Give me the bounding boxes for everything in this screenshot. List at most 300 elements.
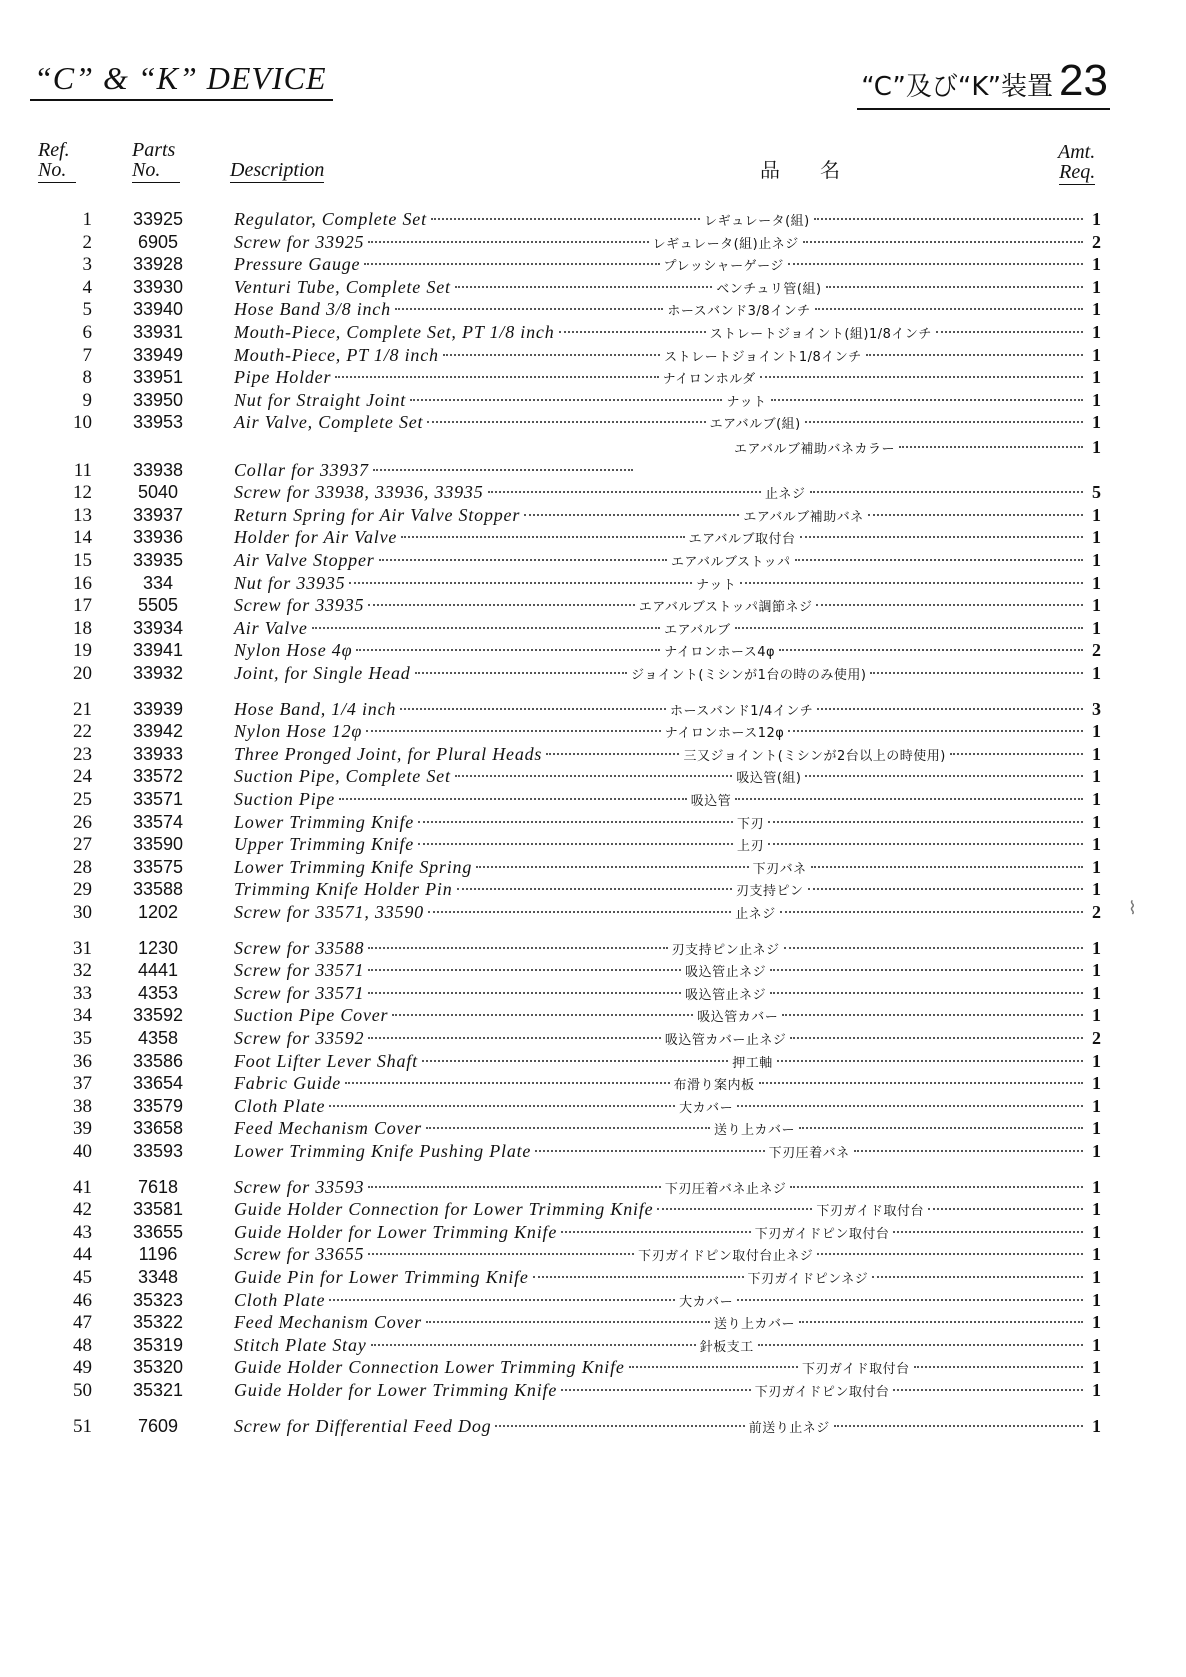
amount-required: 1: [1092, 344, 1101, 365]
description-text: Guide Holder for Lower Trimming Knife: [234, 1221, 558, 1242]
japanese-name: エアバルブ補助バネカラー: [734, 442, 895, 457]
table-row: [0, 460, 1186, 482]
parts-number: 5040: [137, 482, 179, 503]
japanese-name: ストレートジョイント(組)1/8インチ: [709, 327, 932, 342]
japanese-name: 送り上カバー: [713, 1317, 795, 1333]
parts-number: 33950: [132, 389, 184, 410]
japanese-name: ベンチュリ管(組): [716, 281, 822, 297]
description-line: [234, 1380, 1101, 1401]
amt-header-line1: Amt.: [1058, 141, 1096, 163]
parts-number: 33655: [132, 1221, 184, 1242]
ref-number: 37: [73, 1073, 92, 1095]
parts-number: 33942: [132, 721, 184, 742]
ref-number: 29: [73, 879, 92, 901]
table-row: [0, 744, 1186, 766]
table-row: [0, 1335, 1186, 1357]
leader-dots: [368, 604, 635, 606]
ref-number: 41: [73, 1176, 92, 1198]
leader-dots: [740, 582, 1083, 584]
table-row: [0, 390, 1186, 412]
japanese-name: 前送り止ネジ: [748, 1420, 830, 1436]
japanese-name: ストレートジョイント1/8インチ: [664, 349, 862, 365]
japanese-name: 下刃ガイド取付台: [802, 1362, 910, 1378]
ref-number: 7: [82, 344, 92, 366]
description-line: [234, 1028, 1101, 1049]
leader-dots: [629, 1366, 798, 1368]
amount-required: 1: [1092, 1073, 1102, 1094]
leader-dots: [854, 1150, 1083, 1152]
leader-dots: [899, 446, 1083, 448]
leader-dots: [457, 888, 732, 890]
description-text: Upper Trimming Knife: [234, 834, 415, 855]
description-line: [234, 1244, 1101, 1265]
japanese-name: 刃支持ピン: [736, 884, 804, 900]
description-line: [234, 232, 1101, 253]
japanese-name: 吸込管: [690, 794, 732, 809]
leader-dots: [817, 708, 1083, 710]
stray-pen-mark: ⌇: [1128, 898, 1137, 919]
leader-dots: [533, 1276, 744, 1278]
amount-required: 1: [1092, 856, 1101, 877]
amount-required: 1: [1092, 572, 1102, 593]
table-row: [0, 527, 1186, 549]
description-line: [234, 699, 1101, 720]
description-line: [234, 482, 1101, 503]
ref-number: 15: [73, 550, 92, 571]
description-line: [234, 618, 1101, 639]
table-row: [0, 209, 1186, 231]
ref-no-header: [38, 140, 76, 183]
page-title-japanese: [857, 56, 1110, 110]
amount-required: 3: [1092, 698, 1101, 719]
ref-number: 18: [73, 617, 92, 639]
table-row: [0, 1073, 1186, 1095]
table-row: [0, 345, 1186, 367]
leader-dots: [443, 354, 660, 356]
japanese-name: 吸込管(組): [736, 771, 802, 787]
leader-dots: [559, 331, 706, 333]
ref-number: 21: [73, 698, 92, 720]
leader-dots: [426, 1127, 710, 1129]
description-line: [234, 1290, 1101, 1311]
amount-required: 1: [1092, 663, 1102, 683]
leader-dots: [893, 1389, 1083, 1391]
ref-number: 50: [73, 1380, 92, 1401]
description-text: Stitch Plate Stay: [234, 1334, 367, 1355]
table-row: [0, 1199, 1186, 1221]
amount-required: 1: [1092, 1050, 1101, 1071]
amount-required: 1: [1092, 299, 1102, 320]
ref-number: 14: [73, 527, 92, 549]
japanese-name: 吸込管止ネジ: [685, 987, 767, 1003]
ref-header-line1: Ref.: [38, 139, 70, 161]
description-line: [234, 1357, 1101, 1378]
amount-required: 1: [1092, 437, 1101, 457]
description-line: [234, 573, 1101, 594]
leader-dots: [657, 1208, 812, 1210]
description-text: Screw for 33588: [234, 937, 365, 958]
description-text: Screw for 33935: [234, 595, 365, 616]
description-line: [234, 322, 1101, 343]
parts-number: 33579: [132, 1095, 184, 1116]
parts-number: 33586: [132, 1050, 184, 1071]
description-text: Hose Band, 1/4 inch: [234, 698, 397, 719]
amount-required: 1: [1092, 527, 1101, 548]
leader-dots: [368, 241, 648, 243]
japanese-name: 押工軸: [732, 1055, 773, 1071]
ref-number: 30: [73, 902, 92, 923]
description-line: [234, 437, 1101, 458]
ref-number: 11: [73, 459, 92, 481]
description-line: [234, 1005, 1101, 1026]
table-row: [0, 1416, 1186, 1438]
amount-required: 1: [1092, 1095, 1101, 1116]
amount-required: 1: [1092, 254, 1102, 275]
description-text: Guide Holder Connection for Lower Trimming Knife: [234, 1199, 654, 1220]
amount-required: 1: [1092, 322, 1102, 342]
description-text: Lower Trimming Knife Pushing Plate: [234, 1141, 532, 1161]
amount-required: 1: [1092, 937, 1101, 958]
amount-required: 1: [1092, 1141, 1102, 1161]
parts-number: 33581: [132, 1199, 184, 1220]
description-line: [234, 367, 1101, 388]
description-line: [234, 812, 1101, 833]
leader-dots: [495, 1425, 744, 1427]
leader-dots: [780, 911, 1083, 913]
parts-number: 35319: [132, 1334, 184, 1355]
leader-dots: [535, 1150, 764, 1152]
japanese-name: ナイロンホルダ: [662, 372, 756, 388]
leader-dots: [814, 218, 1083, 220]
description-line: [234, 1199, 1101, 1220]
amount-required: 1: [1092, 1221, 1101, 1242]
ref-number: 38: [73, 1095, 92, 1117]
parts-number: 4353: [137, 982, 179, 1003]
leader-dots: [312, 627, 660, 629]
leader-dots: [373, 469, 633, 471]
parts-number: 33654: [132, 1073, 184, 1094]
parts-number: 33930: [132, 276, 184, 297]
table-row: [0, 834, 1186, 856]
ref-number: 19: [73, 640, 92, 662]
amount-required: 1: [1092, 960, 1101, 981]
page-title-english: “C” & “K” DEVICE: [30, 60, 333, 101]
japanese-title: “C”及び“K”装置: [861, 72, 1054, 102]
description-text: Nylon Hose 12φ: [234, 721, 363, 742]
japanese-name: 下刃ガイドピン取付台止ネジ: [638, 1249, 814, 1265]
leader-dots: [770, 969, 1083, 971]
description-text: Joint, for Single Head: [234, 663, 411, 683]
description-text: Holder for Air Valve: [234, 527, 398, 548]
ref-number: 39: [73, 1118, 92, 1140]
japanese-name: エアバルブ補助バネ: [743, 509, 864, 525]
description-text: Fabric Guide: [234, 1073, 342, 1094]
leader-dots: [339, 798, 687, 800]
description-text: Air Valve Stopper: [234, 550, 375, 570]
japanese-name: 吸込管止ネジ: [685, 965, 767, 981]
leader-dots: [349, 582, 692, 584]
table-row: [0, 857, 1186, 879]
parts-number: 1202: [137, 902, 179, 922]
table-row: [0, 640, 1186, 662]
leader-dots: [784, 947, 1083, 949]
amount-required: 1: [1092, 367, 1102, 388]
leader-dots: [392, 1014, 693, 1016]
leader-dots: [524, 514, 739, 516]
ref-number: 1: [82, 209, 92, 230]
japanese-name: ナイロンホース12φ: [664, 726, 785, 742]
ref-number: 26: [73, 811, 92, 833]
japanese-name: プレッシャーゲージ: [663, 259, 784, 275]
leader-dots: [737, 1299, 1083, 1301]
hinmei-header: [760, 160, 840, 180]
ref-number: 34: [73, 1005, 92, 1027]
leader-dots: [771, 399, 1083, 401]
description-text: Lower Trimming Knife Spring: [234, 856, 473, 877]
description-text: Screw for 33925: [234, 231, 365, 252]
amount-required: 1: [1092, 209, 1101, 229]
description-line: [234, 345, 1101, 366]
table-row: [0, 812, 1186, 834]
ref-number: 36: [73, 1050, 92, 1072]
japanese-name: ナイロンホース4φ: [664, 645, 776, 661]
leader-dots: [395, 308, 663, 310]
table-row: [0, 663, 1186, 685]
amount-required: 1: [1092, 1357, 1102, 1378]
japanese-name: ナット: [726, 394, 767, 410]
description-line: [234, 1051, 1101, 1072]
description-text: Foot Lifter Lever Shaft: [234, 1050, 418, 1071]
description-line: [234, 857, 1101, 878]
amount-required: 1: [1092, 550, 1102, 570]
amount-required: 1: [1092, 1244, 1102, 1265]
leader-dots: [870, 672, 1083, 674]
table-row: [0, 1267, 1186, 1289]
leader-dots: [826, 286, 1083, 288]
parts-header-line2: No.: [132, 160, 180, 183]
ref-number: 16: [73, 572, 92, 594]
parts-number: 6905: [137, 231, 179, 252]
leader-dots: [790, 1186, 1083, 1188]
japanese-name: 下刃ガイドピンネジ: [747, 1272, 869, 1287]
description-line: [234, 277, 1101, 298]
parts-number: 7618: [137, 1176, 179, 1197]
leader-dots: [950, 753, 1083, 755]
description-line: [234, 1141, 1101, 1162]
description-text: Lower Trimming Knife: [234, 811, 415, 832]
ref-number: 17: [73, 595, 92, 617]
parts-number: 35323: [132, 1289, 184, 1310]
japanese-name: 下刃圧着バネ: [768, 1146, 850, 1161]
leader-dots: [428, 911, 731, 913]
description-text: Trimming Knife Holder Pin: [234, 879, 453, 900]
leader-dots: [914, 1366, 1083, 1368]
leader-dots: [426, 1321, 710, 1323]
ref-number: 12: [73, 482, 92, 504]
amt-header-line2: Req.: [1059, 161, 1096, 183]
parts-number: 33593: [132, 1141, 184, 1161]
table-row: [0, 367, 1186, 389]
leader-dots: [803, 241, 1083, 243]
leader-dots: [431, 218, 700, 220]
japanese-name: 下刃ガイドピン取付台: [754, 1385, 890, 1400]
leader-dots: [546, 753, 679, 755]
leader-dots: [415, 672, 628, 674]
description-text: Screw for 33571, 33590: [234, 902, 424, 922]
parts-number: 33658: [132, 1118, 184, 1139]
amount-required: 2: [1092, 1028, 1101, 1048]
ref-number: 44: [73, 1244, 92, 1266]
description-text: Mouth-Piece, Complete Set, PT 1/8 inch: [234, 322, 555, 342]
description-text: Screw for 33592: [234, 1028, 365, 1048]
amount-required: 1: [1092, 811, 1102, 832]
table-row: [0, 1357, 1186, 1379]
ref-number: 24: [73, 766, 92, 788]
description-text: Regulator, Complete Set: [234, 209, 427, 229]
table-row: [0, 482, 1186, 504]
japanese-name: 送り上カバー: [713, 1123, 795, 1139]
leader-dots: [368, 992, 681, 994]
amount-required: 1: [1092, 1289, 1101, 1310]
leader-dots: [422, 1060, 728, 1062]
leader-dots: [872, 1276, 1083, 1278]
amount-required: 1: [1092, 1415, 1101, 1436]
table-row: [0, 505, 1186, 527]
amount-required: 2: [1092, 231, 1102, 252]
leader-dots: [418, 843, 733, 845]
amount-required: 1: [1092, 595, 1102, 616]
ref-number: 47: [73, 1312, 92, 1334]
description-text: Collar for 33937: [234, 459, 369, 480]
leader-dots: [810, 491, 1083, 493]
japanese-name: 上刃: [737, 839, 765, 855]
parts-number: 33949: [132, 344, 184, 365]
description-text: Suction Pipe: [234, 789, 336, 809]
leader-dots: [928, 1208, 1083, 1210]
description-text: Nylon Hose 4φ: [234, 640, 353, 661]
description-line: [234, 766, 1101, 787]
table-row: [0, 232, 1186, 254]
leader-dots: [455, 775, 733, 777]
parts-no-header: [132, 140, 180, 183]
description-line: [234, 390, 1101, 411]
description-text: Cloth Plate: [234, 1095, 326, 1116]
parts-number: 35321: [132, 1380, 184, 1400]
ref-number: 49: [73, 1357, 92, 1379]
leader-dots: [770, 992, 1083, 994]
amount-required: 1: [1092, 412, 1101, 433]
japanese-name: 止ネジ: [765, 487, 806, 503]
description-text: Guide Holder Connection Lower Trimming Knife: [234, 1357, 625, 1378]
leader-dots: [371, 1344, 696, 1346]
description-text: Screw for 33938, 33936, 33935: [234, 482, 484, 503]
table-row: [0, 1051, 1186, 1073]
table-row: [0, 299, 1186, 321]
leader-dots: [368, 1037, 661, 1039]
leader-dots: [759, 1082, 1083, 1084]
description-line: [234, 983, 1101, 1004]
description-line: [234, 254, 1101, 275]
amount-required: 1: [1092, 721, 1101, 742]
japanese-name: 大カバー: [679, 1294, 734, 1310]
hinmei-header-label: 品 名: [760, 158, 840, 182]
leader-dots: [808, 888, 1083, 890]
table-row: [0, 1005, 1186, 1027]
parts-number: 334: [142, 572, 174, 593]
amount-required: 1: [1092, 743, 1101, 764]
amount-required: 1: [1092, 1267, 1101, 1287]
table-row: [0, 1244, 1186, 1266]
leader-dots: [768, 821, 1083, 823]
description-text: Mouth-Piece, PT 1/8 inch: [234, 344, 439, 365]
ref-number: 42: [73, 1199, 92, 1221]
amount-required: 2: [1092, 902, 1102, 922]
description-text: Return Spring for Air Valve Stopper: [234, 504, 521, 525]
description-text: Screw for 33593: [234, 1176, 365, 1197]
amount-required: 1: [1092, 982, 1101, 1003]
leader-dots: [345, 1082, 669, 1084]
parts-number: 33932: [132, 663, 184, 683]
ref-number: 32: [73, 960, 92, 982]
description-line: [234, 1073, 1101, 1094]
leader-dots: [795, 559, 1083, 561]
leader-dots: [427, 421, 705, 423]
leader-dots: [737, 1105, 1083, 1107]
leader-dots: [368, 969, 681, 971]
description-line: [234, 789, 1101, 810]
ref-number: 23: [73, 743, 92, 765]
description-text: Pipe Holder: [234, 367, 332, 388]
japanese-name: 下刃圧着バネ止ネジ: [664, 1181, 787, 1197]
description-text: Air Valve, Complete Set: [234, 412, 424, 433]
table-row: [0, 618, 1186, 640]
japanese-name: エアバルブ(組): [709, 417, 801, 433]
ref-header-line2: No.: [38, 160, 76, 183]
description-text: Feed Mechanism Cover: [234, 1118, 422, 1139]
description-line: [234, 640, 1101, 661]
parts-number: 33575: [132, 856, 184, 877]
leader-dots: [735, 798, 1083, 800]
parts-number: 33588: [132, 879, 184, 900]
japanese-name: エアバルブストッパ調節ネジ: [638, 600, 813, 616]
leader-dots: [368, 947, 667, 949]
table-row: [0, 938, 1186, 960]
description-text: Suction Pipe Cover: [234, 1005, 389, 1026]
table-row: [0, 277, 1186, 299]
parts-number: 33931: [132, 322, 184, 342]
table-row: [0, 699, 1186, 721]
description-text: Hose Band 3/8 inch: [234, 299, 391, 320]
leader-dots: [868, 514, 1083, 516]
description-line: [234, 721, 1101, 742]
japanese-name: 布滑り案内板: [673, 1078, 755, 1094]
leader-dots: [364, 263, 659, 265]
leader-dots: [779, 649, 1083, 651]
leader-dots: [410, 399, 722, 401]
parts-number: 3348: [137, 1267, 179, 1287]
leader-dots: [760, 376, 1083, 378]
parts-number: 1230: [137, 937, 179, 958]
ref-number: 40: [73, 1141, 92, 1162]
japanese-name: エアバルブストッパ: [671, 555, 791, 570]
parts-number: 33925: [132, 209, 184, 229]
amount-required: 1: [1092, 389, 1101, 410]
parts-number: 33574: [132, 811, 184, 832]
amount-required: 1: [1092, 1334, 1101, 1355]
description-line: [234, 1177, 1101, 1198]
amount-required: 1: [1092, 1176, 1101, 1197]
table-row: [0, 573, 1186, 595]
